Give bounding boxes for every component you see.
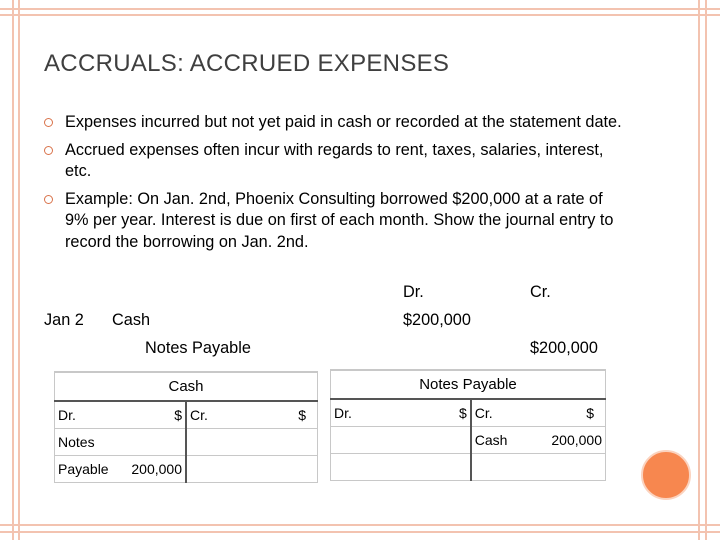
bullet-item	[44, 112, 624, 134]
bullet-item	[44, 140, 624, 183]
t-account-cash	[54, 371, 318, 483]
bullet-text: Example: On Jan. 2nd, Phoenix Consulting borrowed $200,000 at a rate of 9% per year. Interest is due on first of each month. Show the journal entry to record the borrowing on Jan. 2nd.	[65, 189, 614, 251]
t-account-cell	[331, 453, 471, 480]
frame-line-top-inner	[0, 14, 720, 16]
t-account-credit-header	[471, 399, 606, 426]
t-account-credit-header	[186, 401, 318, 428]
frame-line-left-inner	[18, 0, 20, 540]
frame-line-top-outer	[0, 8, 720, 10]
dollar-sign: $	[174, 406, 182, 423]
frame-line-right-inner	[698, 0, 700, 540]
t-account-notes-payable	[330, 369, 606, 481]
t-account-cell	[471, 453, 606, 480]
journal-dr-header: Dr.	[403, 283, 424, 301]
bullet-circle-icon	[44, 146, 53, 155]
bullet-circle-icon	[44, 118, 53, 127]
t-account-debit-header	[331, 399, 471, 426]
slide-title: ACCRUALS: ACCRUED EXPENSES	[44, 50, 450, 77]
bullet-item	[44, 189, 624, 254]
journal-credit-amount: $200,000	[530, 339, 598, 357]
journal-date: Jan 2	[44, 311, 84, 329]
bullet-text: Accrued expenses often incur with regards to rent, taxes, salaries, interest, etc.	[65, 140, 604, 180]
cr-label: Cr.	[474, 404, 493, 421]
decorative-circle	[641, 450, 691, 500]
journal-debit-account: Cash	[112, 311, 151, 329]
row-amount: 200,000	[551, 431, 602, 448]
t-account-cell	[186, 428, 318, 455]
frame-line-bottom-inner	[0, 524, 720, 526]
row-label: Cash	[474, 431, 508, 448]
t-account-cell	[55, 455, 187, 482]
dollar-sign: $	[458, 404, 467, 421]
journal-debit-amount: $200,000	[403, 311, 471, 329]
dollar-sign: $	[586, 404, 594, 421]
t-account-cell	[331, 426, 471, 453]
dr-label: Dr.	[58, 406, 76, 423]
bullet-text: Expenses incurred but not yet paid in cash or recorded at the statement date.	[65, 113, 622, 131]
t-account-debit-header	[55, 401, 187, 428]
frame-line-right-outer	[705, 0, 707, 540]
cr-label: Cr.	[190, 406, 208, 423]
bullet-circle-icon	[44, 195, 53, 204]
dollar-sign: $	[298, 406, 306, 423]
journal-credit-account: Notes Payable	[145, 339, 251, 357]
row-amount: 200,000	[131, 460, 182, 477]
frame-line-bottom-outer	[0, 531, 720, 533]
frame-line-left-outer	[12, 0, 14, 540]
dr-label: Dr.	[334, 404, 352, 421]
t-account-title: Cash	[55, 372, 318, 401]
t-account-cell	[471, 426, 606, 453]
bullet-list	[44, 112, 624, 259]
t-account-cell: Notes	[55, 428, 187, 455]
journal-cr-header: Cr.	[530, 283, 551, 301]
row-label: Payable	[58, 460, 109, 477]
t-account-cell	[186, 455, 318, 482]
t-account-title: Notes Payable	[331, 370, 606, 399]
